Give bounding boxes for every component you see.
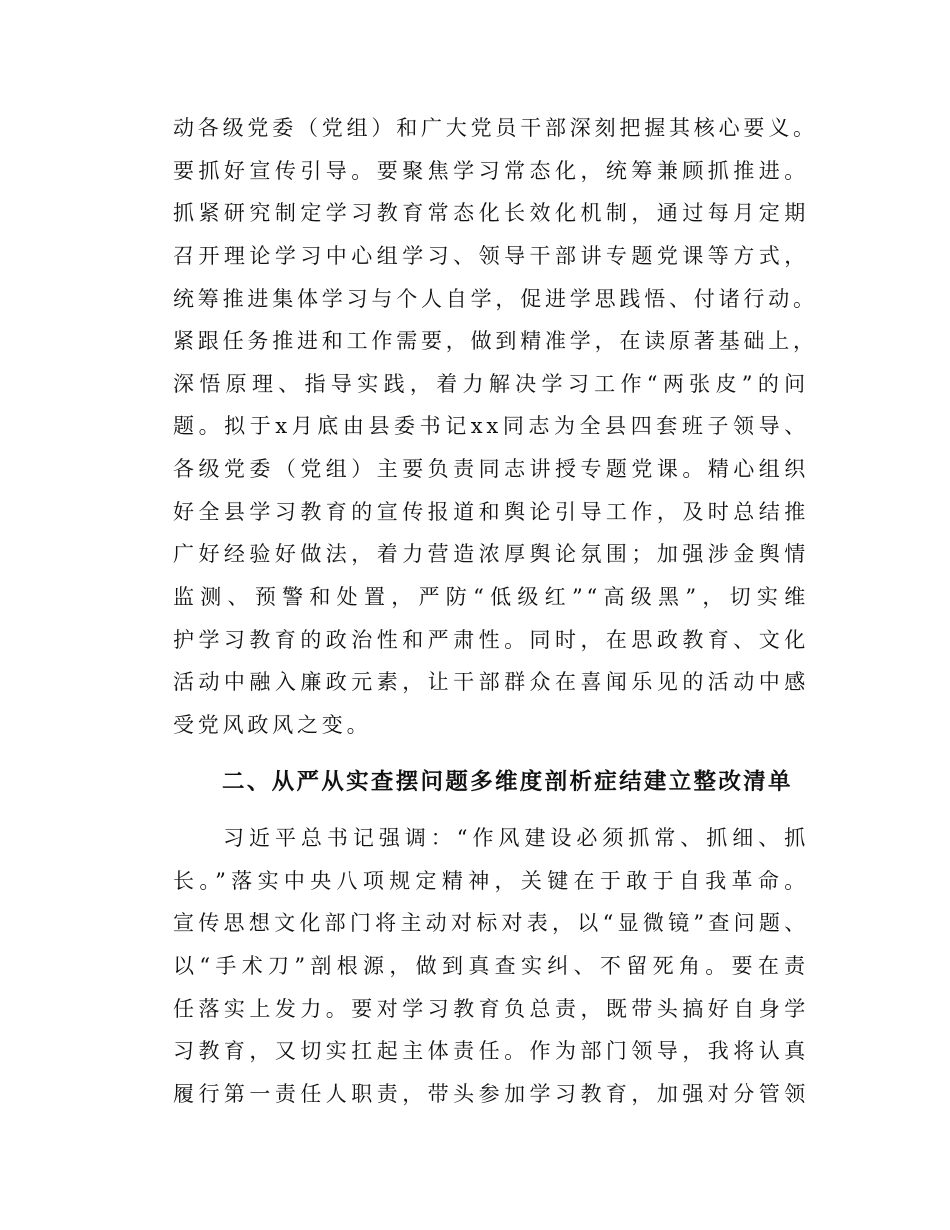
paragraph-line: 广好经验好做法，着力营造浓厚舆论氛围；加强涉金舆情	[173, 542, 809, 567]
paragraph-line: 习教育，又切实扛起主体责任。作为部门领导，我将认真	[173, 1039, 809, 1064]
paragraph-line: 以“手术刀”剖根源，做到真查实纠、不留死角。要在责	[173, 953, 809, 978]
paragraph-line: 习近平总书记强调：“作风建设必须抓常、抓细、抓	[223, 826, 809, 850]
paragraph-line: 紧跟任务推进和工作需要，做到精准学，在读原著基础上，	[173, 329, 818, 354]
paragraph-line: 各级党委（党组）主要负责同志讲授专题党课。精心组织	[173, 457, 809, 482]
paragraph-line: 宣传思想文化部门将主动对标对表，以“显微镜”查问题、	[173, 911, 809, 936]
paragraph-line: 题。拟于x月底由县委书记xx同志为全县四套班子领导、	[173, 414, 809, 439]
paragraph-line: 抓紧研究制定学习教育常态化长效化机制，通过每月定期	[173, 201, 809, 226]
paragraph-line: 护学习教育的政治性和严肃性。同时，在思政教育、文化	[173, 627, 809, 652]
paragraph-line: 好全县学习教育的宣传报道和舆论引导工作，及时总结推	[173, 499, 809, 524]
paragraph-line: 动各级党委（党组）和广大党员干部深刻把握其核心要义。	[173, 116, 818, 140]
paragraph-line: 召开理论学习中心组学习、领导干部讲专题党课等方式，	[173, 243, 809, 268]
paragraph-line: 任落实上发力。要对学习教育负总责，既带头搞好自身学	[173, 996, 809, 1021]
paragraph-line: 统筹推进集体学习与个人自学，促进学思践悟、付诸行动。	[173, 286, 818, 311]
paragraph-line: 长。”落实中央八项规定精神，关键在于敢于自我革命。	[173, 868, 809, 893]
paragraph-line: 深悟原理、指导实践，着力解决学习工作“两张皮”的问	[173, 371, 809, 396]
paragraph-line: 活动中融入廉政元素，让干部群众在喜闻乐见的活动中感	[173, 670, 809, 695]
paragraph-line: 监测、预警和处置，严防“低级红”“高级黑”，切实维	[173, 585, 809, 610]
paragraph-line: 要抓好宣传引导。要聚焦学习常态化，统筹兼顾抓推进。	[173, 158, 809, 183]
body-paragraph	[173, 817, 809, 1115]
paragraph-line: 受党风政风之变。	[173, 712, 372, 737]
section-heading: 二、从严从实查摆问题多维度剖析症结建立整改清单	[222, 769, 792, 795]
body-paragraph	[173, 107, 818, 747]
paragraph-line: 履行第一责任人职责，带头参加学习教育，加强对分管领	[173, 1081, 809, 1106]
